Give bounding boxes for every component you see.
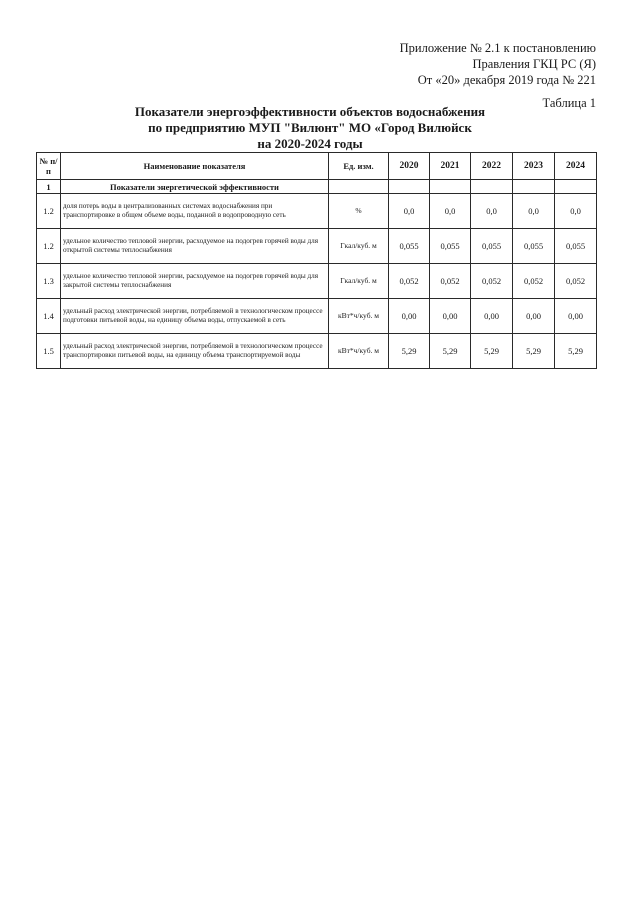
row-value: 0,052	[513, 264, 555, 299]
row-value: 0,055	[430, 229, 471, 264]
row-num: 1.4	[37, 299, 61, 334]
row-value: 0,00	[389, 299, 430, 334]
title-line-1: Показатели энергоэффективности объектов водоснабжения	[134, 104, 486, 119]
document-title	[90, 104, 530, 152]
empty-cell	[555, 180, 597, 194]
row-value: 0,052	[389, 264, 430, 299]
col-header-unit: Ед. изм.	[329, 153, 389, 180]
row-value: 5,29	[513, 334, 555, 369]
row-unit: Гкал/куб. м	[329, 264, 389, 299]
table-label: Таблица 1	[542, 96, 596, 110]
section-num: 1	[37, 180, 61, 194]
header-date-line: От «20» декабря 2019 года № 221	[417, 73, 596, 87]
row-name: удельный расход электрической энергии, потребляемой в технологическом процессе подготовки питьевой воды, на единицу объема воды, отпускаемой в сеть	[61, 299, 329, 334]
row-value: 0,055	[471, 229, 513, 264]
header-board-line: Правления ГКЦ РС (Я)	[472, 57, 596, 71]
row-value: 0,00	[471, 299, 513, 334]
empty-cell	[329, 180, 389, 194]
title-line-3: на 2020-2024 годы	[257, 136, 363, 151]
row-unit: кВт*ч/куб. м	[329, 334, 389, 369]
row-unit: кВт*ч/куб. м	[329, 299, 389, 334]
empty-cell	[430, 180, 471, 194]
table-row	[37, 299, 597, 334]
document-header	[400, 40, 596, 88]
row-value: 0,055	[389, 229, 430, 264]
col-header-num: № п/п	[37, 153, 61, 180]
row-value: 0,0	[471, 194, 513, 229]
empty-cell	[513, 180, 555, 194]
row-unit: Гкал/куб. м	[329, 229, 389, 264]
row-value: 5,29	[430, 334, 471, 369]
row-value: 5,29	[555, 334, 597, 369]
table-row	[37, 229, 597, 264]
row-value: 0,00	[430, 299, 471, 334]
row-value: 0,00	[513, 299, 555, 334]
table-row	[37, 194, 597, 229]
row-value: 0,0	[430, 194, 471, 229]
col-header-year: 2020	[389, 153, 430, 180]
row-num: 1.2	[37, 194, 61, 229]
row-value: 0,0	[513, 194, 555, 229]
row-name: удельный расход электрической энергии, потребляемой в технологическом процессе транспортировки питьевой воды, на единицу объема транспортируемой воды	[61, 334, 329, 369]
col-header-year: 2023	[513, 153, 555, 180]
col-header-year: 2024	[555, 153, 597, 180]
indicators-table	[36, 152, 597, 369]
col-header-year: 2022	[471, 153, 513, 180]
row-unit: %	[329, 194, 389, 229]
table-row	[37, 334, 597, 369]
row-value: 0,052	[555, 264, 597, 299]
col-header-year: 2021	[430, 153, 471, 180]
row-value: 0,0	[555, 194, 597, 229]
row-value: 5,29	[471, 334, 513, 369]
row-num: 1.2	[37, 229, 61, 264]
row-value: 0,052	[430, 264, 471, 299]
row-value: 0,052	[471, 264, 513, 299]
row-num: 1.5	[37, 334, 61, 369]
header-appendix-line: Приложение № 2.1 к постановлению	[399, 41, 596, 55]
table-row	[37, 264, 597, 299]
empty-cell	[389, 180, 430, 194]
section-title: Показатели энергетической эффективности	[61, 180, 329, 194]
col-header-name: Наименование показателя	[61, 153, 329, 180]
row-value: 5,29	[389, 334, 430, 369]
row-value: 0,0	[389, 194, 430, 229]
row-name: удельное количество тепловой энергии, расходуемое на подогрев горячей воды для закрытой системы теплоснабжения	[61, 264, 329, 299]
row-name: доля потерь воды в централизованных системах водоснабжения при транспортировке в общем объеме воды, поданной в водопроводную сеть	[61, 194, 329, 229]
row-value: 0,055	[513, 229, 555, 264]
row-value: 0,00	[555, 299, 597, 334]
row-num: 1.3	[37, 264, 61, 299]
row-name: удельное количество тепловой энергии, расходуемое на подогрев горячей воды для открытой системы теплоснабжения	[61, 229, 329, 264]
row-value: 0,055	[555, 229, 597, 264]
empty-cell	[471, 180, 513, 194]
section-row	[37, 180, 597, 194]
title-line-2: по предприятию МУП "Вилюнт" МО «Город Вилюйск	[148, 120, 472, 135]
table-header-row	[37, 153, 597, 180]
